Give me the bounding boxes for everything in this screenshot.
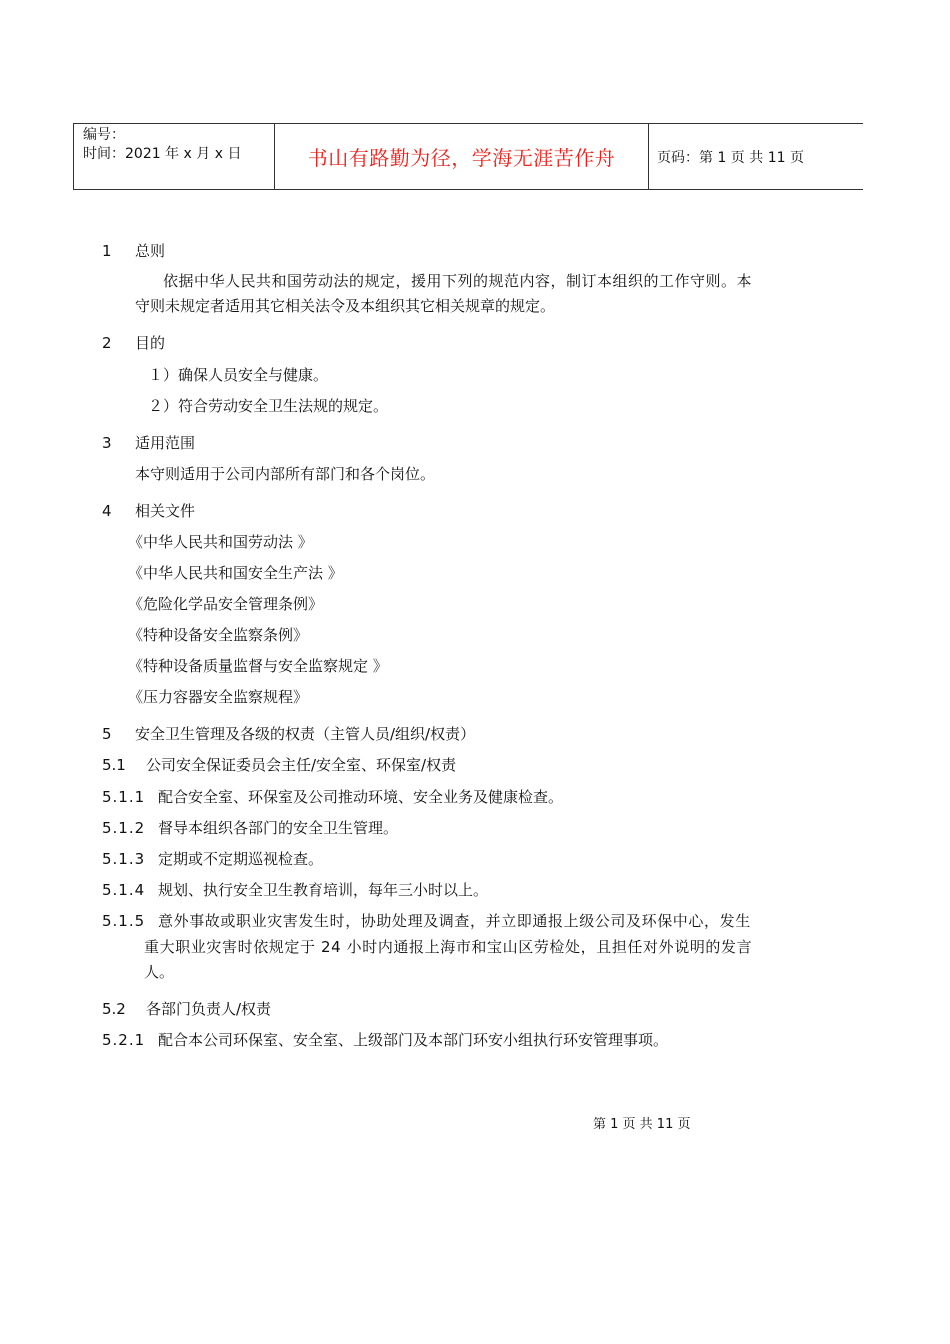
clause-number: 5.1.1: [102, 788, 146, 806]
reference-doc: 《危险化学品安全管理条例》: [128, 595, 324, 613]
section-4-heading: [102, 500, 195, 522]
section-number: 5.1: [102, 756, 126, 774]
paragraph-line: 守则未规定者适用其它相关法令及本组织其它相关规章的规定。: [135, 297, 556, 315]
header-meta-cell: [74, 124, 275, 189]
document-header-table: [73, 123, 863, 190]
paragraph-line: 依据中华人民共和国劳动法的规定，援用下列的规范内容，制订本组织的工作守则。本: [163, 272, 753, 290]
section-2-heading: [102, 332, 165, 354]
doc-time-label: 时间：2021 年 x 月 x 日: [83, 146, 242, 162]
clause-text: 配合安全室、环保室及公司推动环境、安全业务及健康检查。: [158, 788, 564, 806]
section-1-heading: [102, 240, 165, 262]
clause-continuation: 人。: [144, 963, 175, 981]
section-title: 安全卫生管理及各级的权责（主管人员/组织/权责）: [135, 725, 476, 743]
clause-number: 5.1.3: [102, 850, 146, 868]
clause-text: 规划、执行安全卫生教育培训，每年三小时以上。: [158, 881, 489, 899]
section-title: 相关文件: [135, 502, 196, 520]
clause-5-1-3: [102, 848, 323, 870]
clause-text: 配合本公司环保室、安全室、上级部门及本部门环安小组执行环安管理事项。: [158, 1031, 669, 1049]
clause-text: 督导本组织各部门的安全卫生管理。: [158, 819, 399, 837]
page-number-label: 页码：第 1 页 共 11 页: [657, 149, 804, 166]
motto-text: 书山有路勤为径，学海无涯苦作舟: [307, 146, 616, 170]
section-number: 4: [102, 502, 112, 520]
section-3-heading: [102, 432, 195, 454]
section-title: 各部门负责人/权责: [146, 1000, 272, 1018]
subsection-5-2: [102, 998, 271, 1020]
section-number: 2: [102, 334, 112, 352]
section-5-heading: [102, 723, 475, 745]
section-number: 5.2: [102, 1000, 126, 1018]
clause-text: 定期或不定期巡视检查。: [158, 850, 324, 868]
section-number: 5: [102, 725, 112, 743]
clause-number: 5.2.1: [102, 1031, 146, 1049]
list-item: １）确保人员安全与健康。: [148, 366, 329, 384]
section-title: 总则: [135, 242, 166, 260]
clause-text: 意外事故或职业灾害发生时，协助处理及调查，并立即通报上级公司及环保中心，发生: [158, 912, 751, 930]
clause-number: 5.1.2: [102, 819, 146, 837]
clause-5-1-4: [102, 879, 488, 901]
doc-code-label: 编号：: [83, 127, 125, 143]
header-motto-cell: [275, 124, 649, 189]
section-number: 3: [102, 434, 112, 452]
header-page-cell: [649, 124, 863, 189]
reference-doc: 《中华人民共和国劳动法 》: [128, 533, 313, 551]
reference-doc: 《特种设备安全监察条例》: [128, 626, 309, 644]
section-title: 目的: [135, 334, 166, 352]
clause-5-1-2: [102, 817, 398, 839]
clause-5-1-1: [102, 786, 563, 808]
reference-doc: 《特种设备质量监督与安全监察规定 》: [128, 657, 388, 675]
reference-doc: 《中华人民共和国安全生产法 》: [128, 564, 343, 582]
clause-number: 5.1.4: [102, 881, 146, 899]
clause-5-1-5: [102, 910, 751, 932]
clause-number: 5.1.5: [102, 912, 146, 930]
section-title: 适用范围: [135, 434, 196, 452]
section-title: 公司安全保证委员会主任/安全室、环保室/权责: [146, 756, 457, 774]
paragraph-line: 本守则适用于公司内部所有部门和各个岗位。: [135, 465, 436, 483]
section-number: 1: [102, 242, 112, 260]
list-item: ２）符合劳动安全卫生法规的规定。: [148, 397, 389, 415]
subsection-5-1: [102, 754, 456, 776]
clause-5-2-1: [102, 1029, 668, 1051]
page-footer: 第 1 页 共 11 页: [593, 1117, 691, 1132]
clause-continuation: 重大职业灾害时依规定于 24 小时内通报上海市和宝山区劳检处，且担任对外说明的发言: [144, 938, 753, 956]
reference-doc: 《压力容器安全监察规程》: [128, 688, 309, 706]
